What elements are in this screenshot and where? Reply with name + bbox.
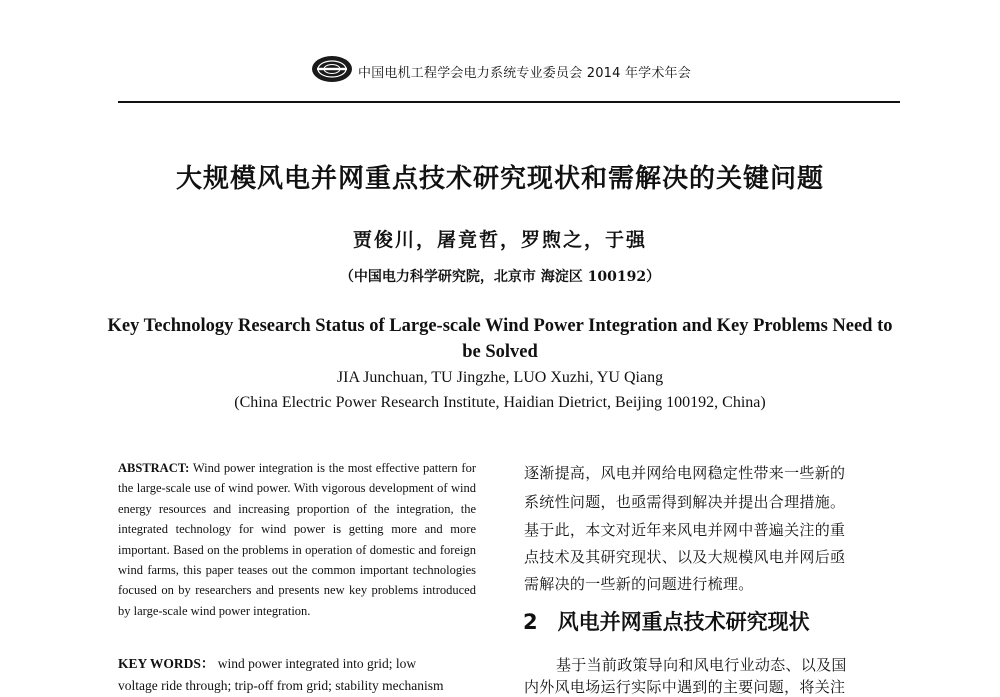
abstract-block — [118, 458, 476, 621]
conference-logo-icon — [311, 55, 353, 83]
body-line-2: 系统性问题，也亟需得到解决并提出合理措施。 — [524, 493, 846, 511]
body-line-5: 需解决的一些新的问题进行梳理。 — [524, 575, 754, 593]
body-line-1: 逐渐提高，风电并网给电网稳定性带来一些新的 — [524, 464, 846, 482]
header-rule — [118, 101, 900, 103]
body-para-line-2: 内外风电场运行实际中遇到的主要问题，将关注 — [524, 678, 846, 696]
affiliation-cn: （中国电力科学研究院，北京市 海淀区 100192） — [339, 269, 661, 285]
paper-title-en: Key Technology Research Status of Large-scale Wind Power Integration and Key Problems Need to be Solved — [107, 316, 893, 362]
conference-title: 中国电机工程学会电力系统专业委员会 2014 年学术年会 — [358, 66, 691, 81]
keywords-label: KEY WORDS： — [118, 656, 215, 671]
body-para-start: 基于当前政策导向和风电行业动态、以及国 — [556, 656, 847, 674]
paper-title-cn: 大规模风电并网重点技术研究现状和需解决的关键问题 — [175, 164, 824, 194]
section-number: 2 — [523, 610, 538, 634]
affiliation-en: (China Electric Power Research Institute, Haidian Dietrict, Beijing 100192, China) — [234, 394, 766, 411]
keywords-text: wind power integrated into grid; low — [217, 656, 417, 671]
section-title: 风电并网重点技术研究现状 — [557, 610, 810, 634]
body-line-3: 基于此，本文对近年来风电并网中普遍关注的重 — [524, 521, 846, 539]
authors-cn: 贾俊川，屠竟哲，罗煦之，于强 — [352, 229, 647, 251]
section-heading — [523, 606, 810, 636]
authors-en: JIA Junchuan, TU Jingzhe, LUO Xuzhi, YU Qiang — [336, 369, 664, 386]
abstract-text: Wind power integration is the most effective pattern for the large-scale use of wind power. With vigorous development of wind energy resources and increasing proportion of the integration, the integrated technology for wind power is getting more and more important. Based on the problems in operation of domestic and foreign wind farms, this paper teases out the common important technologies focused on by researchers and presents new key problems introduced by large-scale wind power integration. — [118, 461, 476, 618]
keywords-line-2: voltage ride through; trip-off from grid; stability mechanism — [118, 678, 444, 693]
body-line-4: 点技术及其研究现状、以及大规模风电并网后亟 — [524, 548, 846, 566]
keywords-block — [118, 653, 476, 674]
abstract-label: ABSTRACT: — [118, 461, 190, 475]
